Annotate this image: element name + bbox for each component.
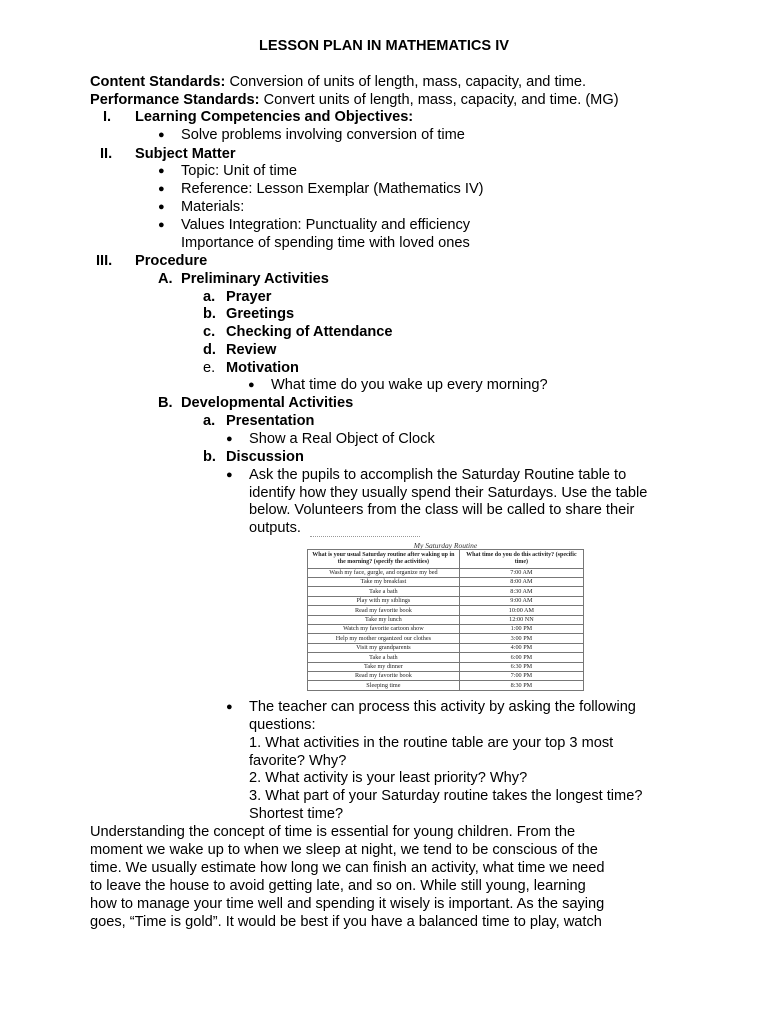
motivation-question: What time do you wake up every morning? bbox=[271, 377, 548, 393]
list-item: Reference: Lesson Exemplar (Mathematics IV) bbox=[181, 181, 484, 197]
teacher-line: 3. What part of your Saturday routine takes the longest time? bbox=[249, 788, 643, 804]
paragraph-line: goes, “Time is gold”. It would be best if you have a balanced time to play, watch bbox=[90, 914, 602, 930]
table-cell-time: 6:30 PM bbox=[459, 662, 583, 671]
section-number-2: II. bbox=[100, 146, 113, 162]
bullet-icon: ● bbox=[226, 433, 233, 445]
subsection-title-b: Developmental Activities bbox=[181, 395, 354, 411]
table-cell-time: 6:00 PM bbox=[459, 653, 583, 662]
teacher-line: The teacher can process this activity by asking the following bbox=[249, 699, 636, 715]
table-header-time: What time do you do this activity? (specific time) bbox=[459, 550, 583, 569]
content-standards bbox=[90, 73, 586, 91]
item-letter: d. bbox=[203, 342, 216, 358]
list-item-continuation: Importance of spending time with loved ones bbox=[181, 235, 470, 251]
content-standards-label: Content Standards: bbox=[90, 74, 226, 90]
table-row bbox=[308, 653, 584, 662]
item-presentation: Presentation bbox=[226, 413, 315, 429]
paragraph-line: to leave the house to avoid getting late, and so on. While still young, learning bbox=[90, 878, 586, 894]
table-row bbox=[308, 615, 584, 624]
table-cell-time: 8:00 AM bbox=[459, 577, 583, 586]
table-row bbox=[308, 681, 584, 690]
table-cell-time: 4:00 PM bbox=[459, 643, 583, 652]
list-item: Solve problems involving conversion of time bbox=[181, 127, 465, 143]
table-cell-activity: Take my breakfast bbox=[308, 577, 460, 586]
table-cell-time: 9:00 AM bbox=[459, 596, 583, 605]
paragraph-line: Understanding the concept of time is essential for young children. From the bbox=[90, 824, 576, 840]
table-row bbox=[308, 577, 584, 586]
performance-standards bbox=[90, 91, 619, 109]
table-cell-activity: Read my favorite book bbox=[308, 606, 460, 615]
performance-standards-label: Performance Standards: bbox=[90, 92, 260, 108]
table-cell-activity: Take a bath bbox=[308, 653, 460, 662]
table-cell-time: 1:00 PM bbox=[459, 624, 583, 633]
table-cell-activity: Take my dinner bbox=[308, 662, 460, 671]
bullet-icon: ● bbox=[158, 219, 165, 231]
item-letter: a. bbox=[203, 289, 216, 305]
routine-table-caption: My Saturday Routine bbox=[413, 541, 478, 550]
subsection-title-a: Preliminary Activities bbox=[181, 271, 329, 287]
discussion-line: below. Volunteers from the class will be called to share their bbox=[249, 502, 635, 518]
section-title-1: Learning Competencies and Objectives: bbox=[135, 109, 414, 125]
list-item: Values Integration: Punctuality and efficiency bbox=[181, 217, 471, 233]
table-row bbox=[308, 662, 584, 671]
item-attendance: Checking of Attendance bbox=[226, 324, 393, 340]
item-review: Review bbox=[226, 342, 277, 358]
table-row bbox=[308, 587, 584, 596]
list-item: Materials: bbox=[181, 199, 245, 215]
table-cell-activity: Play with my siblings bbox=[308, 596, 460, 605]
table-cell-activity: Take a bath bbox=[308, 587, 460, 596]
paragraph-line: moment we wake up to when we sleep at night, we tend to be conscious of the bbox=[90, 842, 598, 858]
section-number-1: I. bbox=[103, 109, 112, 125]
bullet-icon: ● bbox=[158, 183, 165, 195]
bullet-icon: ● bbox=[226, 469, 233, 481]
item-letter: b. bbox=[203, 449, 216, 465]
table-image-cut-edge bbox=[310, 536, 420, 540]
table-cell-time: 10:00 AM bbox=[459, 606, 583, 615]
table-cell-time: 7:00 PM bbox=[459, 671, 583, 680]
paragraph-line: how to manage your time well and spending it wisely is important. As the saying bbox=[90, 896, 605, 912]
list-item: Topic: Unit of time bbox=[181, 163, 297, 179]
table-cell-activity: Help my mother organized our clothes bbox=[308, 634, 460, 643]
table-cell-time: 8:30 AM bbox=[459, 587, 583, 596]
table-row bbox=[308, 596, 584, 605]
table-row bbox=[308, 568, 584, 577]
saturday-routine-table bbox=[307, 549, 584, 691]
discussion-line: Ask the pupils to accomplish the Saturday Routine table to bbox=[249, 467, 627, 483]
item-letter: e. bbox=[203, 360, 216, 376]
content-standards-text: Conversion of units of length, mass, capacity, and time. bbox=[225, 74, 587, 90]
table-header-row bbox=[308, 550, 584, 569]
section-title-3: Procedure bbox=[135, 253, 208, 269]
teacher-line: 2. What activity is your least priority? Why? bbox=[249, 770, 528, 786]
section-number-3: III. bbox=[96, 253, 113, 269]
table-cell-time: 7:00 AM bbox=[459, 568, 583, 577]
page-title: LESSON PLAN IN MATHEMATICS IV bbox=[259, 38, 509, 54]
table-cell-activity: Take my lunch bbox=[308, 615, 460, 624]
table-cell-activity: Watch my favorite cartoon show bbox=[308, 624, 460, 633]
table-cell-time: 3:00 PM bbox=[459, 634, 583, 643]
table-cell-activity: Read my favorite book bbox=[308, 671, 460, 680]
discussion-line: outputs. bbox=[249, 520, 301, 536]
table-cell-activity: Sleeping time bbox=[308, 681, 460, 690]
bullet-icon: ● bbox=[226, 701, 233, 713]
item-prayer: Prayer bbox=[226, 289, 272, 305]
table-row bbox=[308, 624, 584, 633]
table-row bbox=[308, 606, 584, 615]
item-letter: b. bbox=[203, 306, 216, 322]
paragraph-line: time. We usually estimate how long we can finish an activity, what time we need bbox=[90, 860, 605, 876]
item-letter: a. bbox=[203, 413, 216, 429]
item-discussion: Discussion bbox=[226, 449, 304, 465]
table-row bbox=[308, 634, 584, 643]
subsection-label-b: B. bbox=[158, 395, 173, 411]
table-cell-time: 8:30 PM bbox=[459, 681, 583, 690]
item-letter: c. bbox=[203, 324, 216, 340]
table-cell-activity: Wash my face, gurgle, and organize my bed bbox=[308, 568, 460, 577]
table-body bbox=[308, 568, 584, 690]
table-header-activity: What is your usual Saturday routine after waking up in the morning? (specify the activities) bbox=[308, 550, 460, 569]
teacher-line: Shortest time? bbox=[249, 806, 344, 822]
table-cell-activity: Visit my grandparents bbox=[308, 643, 460, 652]
teacher-line: 1. What activities in the routine table are your top 3 most bbox=[249, 735, 614, 751]
subsection-label-a: A. bbox=[158, 271, 173, 287]
bullet-icon: ● bbox=[158, 129, 165, 141]
teacher-line: favorite? Why? bbox=[249, 753, 347, 769]
table-row bbox=[308, 671, 584, 680]
table-row bbox=[308, 643, 584, 652]
performance-standards-text: Convert units of length, mass, capacity, and time. (MG) bbox=[259, 92, 619, 108]
bullet-icon: ● bbox=[248, 379, 255, 391]
item-greetings: Greetings bbox=[226, 306, 295, 322]
bullet-icon: ● bbox=[158, 165, 165, 177]
presentation-bullet: Show a Real Object of Clock bbox=[249, 431, 435, 447]
bullet-icon: ● bbox=[158, 201, 165, 213]
discussion-line: identify how they usually spend their Saturdays. Use the table bbox=[249, 485, 648, 501]
item-motivation: Motivation bbox=[226, 360, 299, 376]
section-title-2: Subject Matter bbox=[135, 146, 236, 162]
teacher-line: questions: bbox=[249, 717, 316, 733]
table-cell-time: 12:00 NN bbox=[459, 615, 583, 624]
